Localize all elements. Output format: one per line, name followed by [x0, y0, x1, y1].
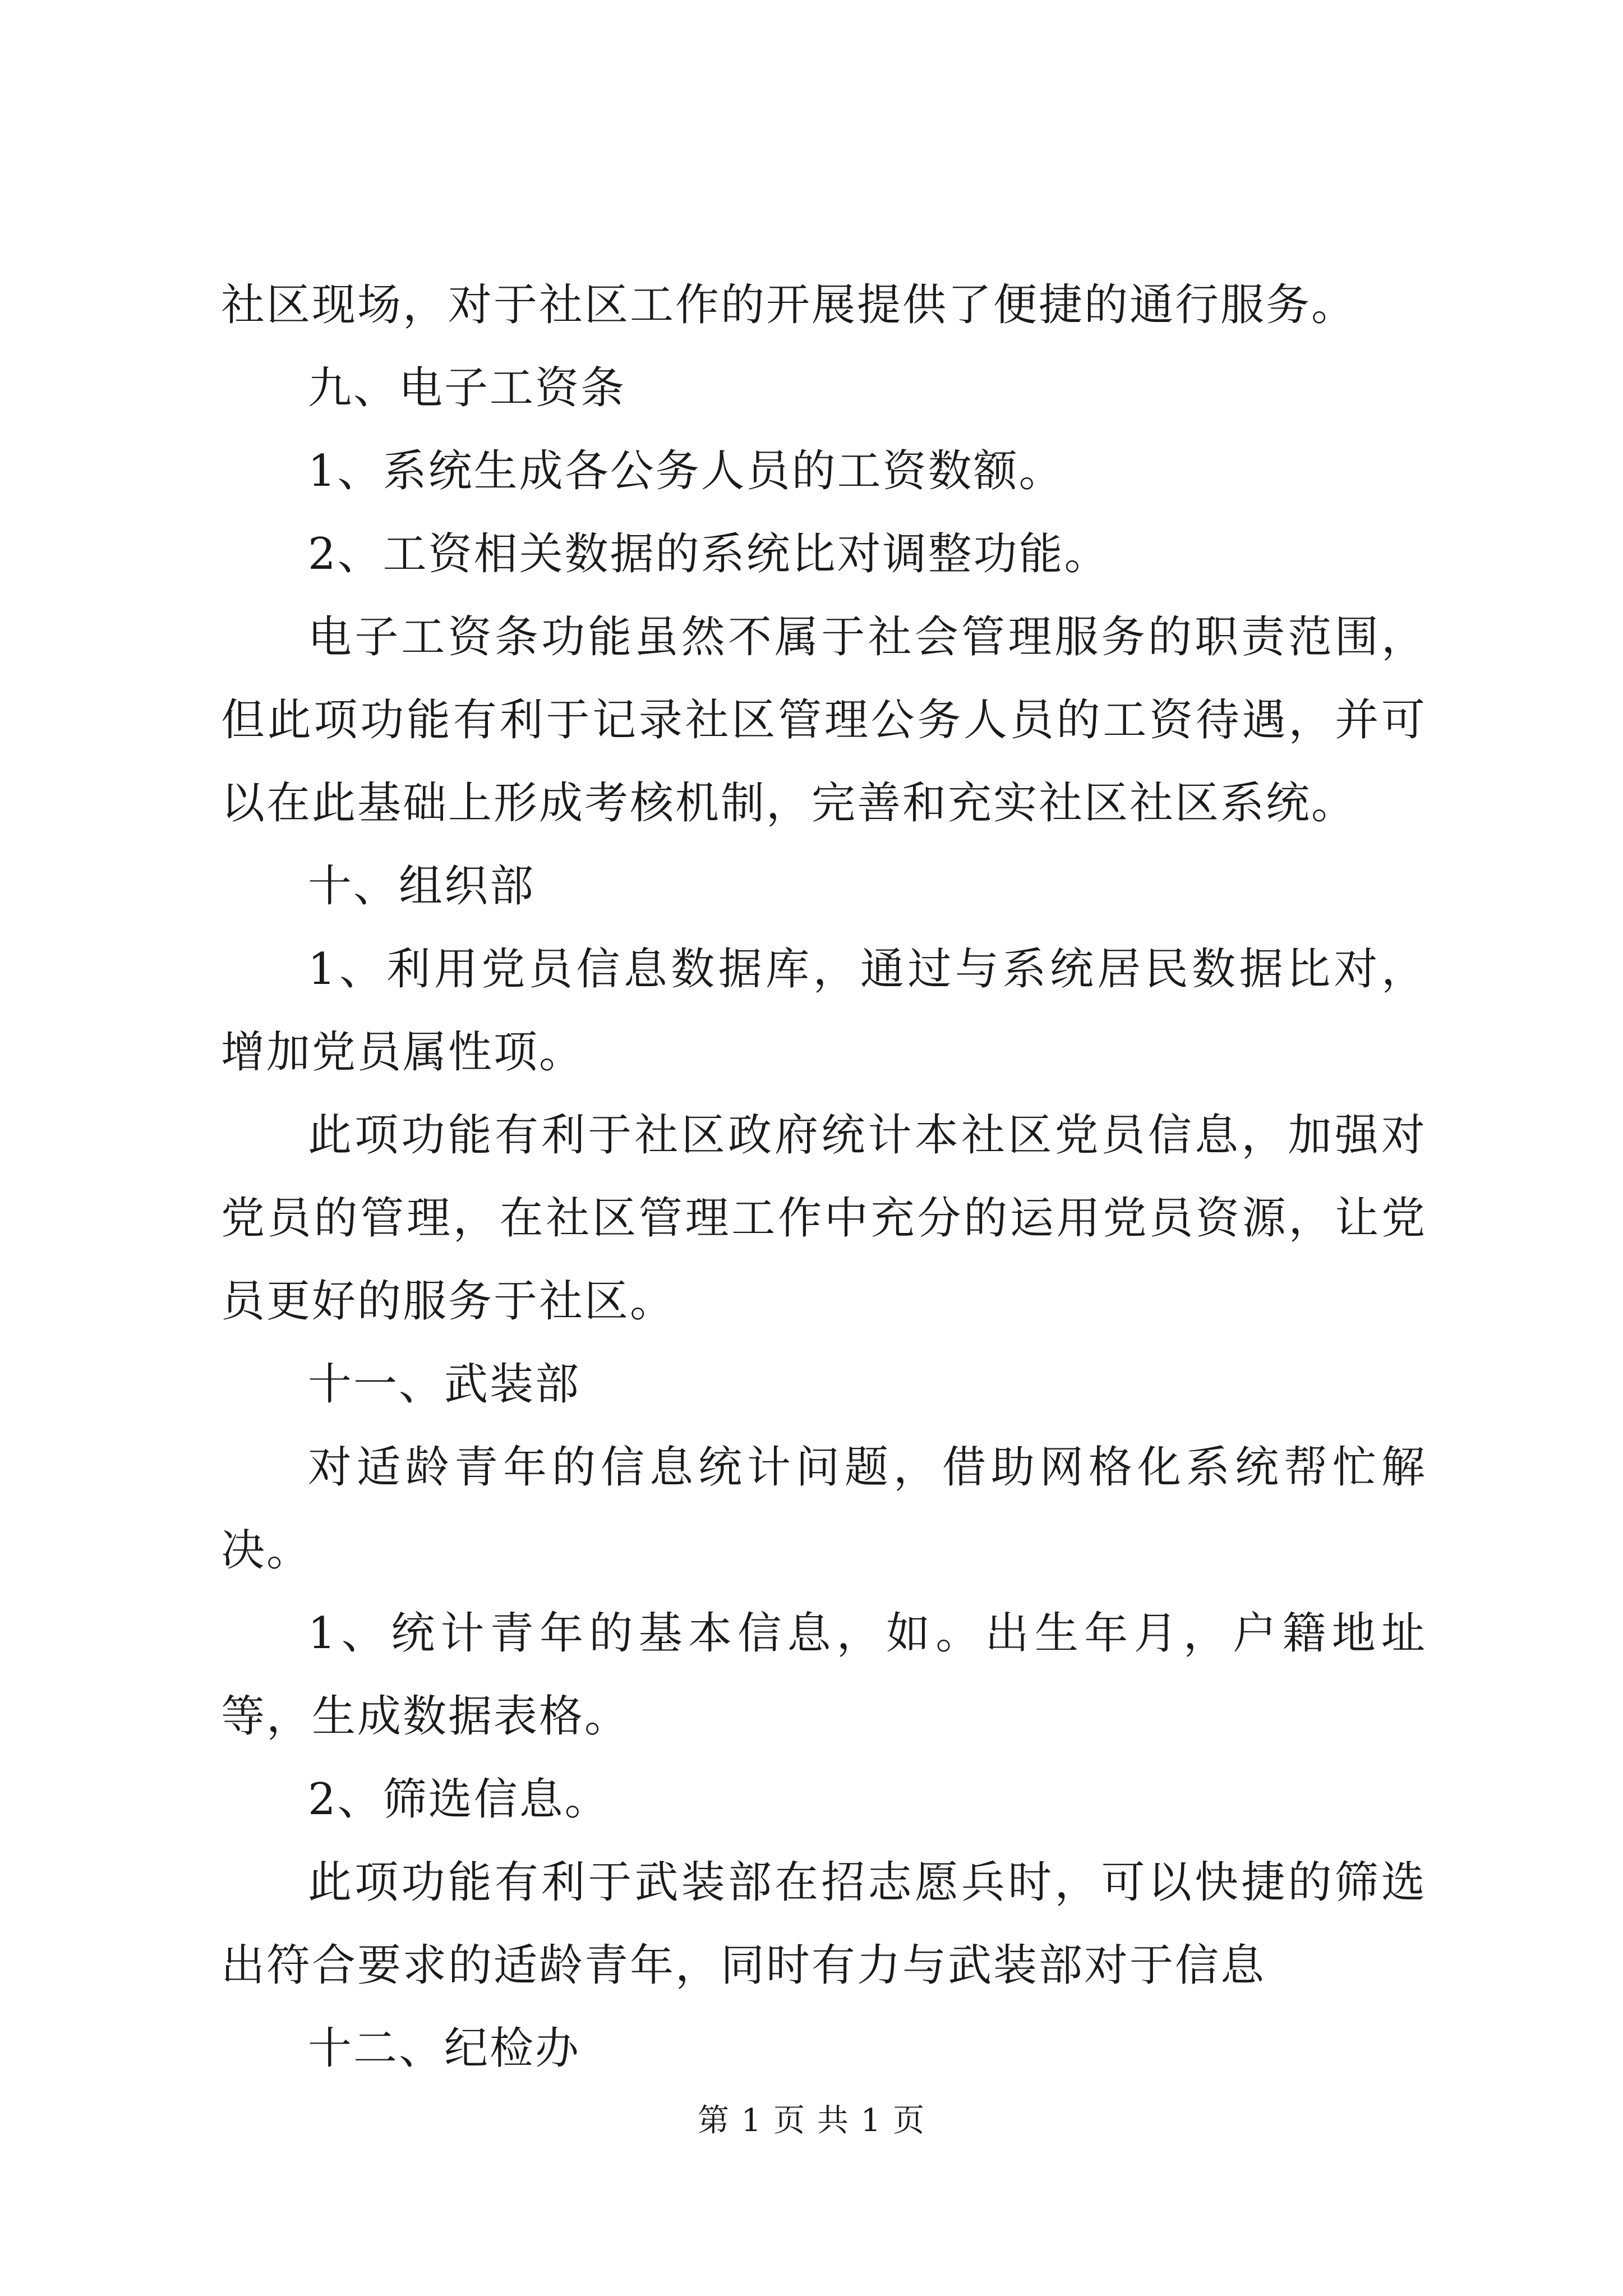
section-heading-11: 十一、武装部: [308, 1359, 581, 1410]
page-number-footer: 第 1 页 共 1 页: [697, 2102, 926, 2139]
section-heading-12: 十二、纪检办: [308, 2023, 581, 2074]
paragraph: 此项功能有利于社区政府统计本社区党员信息，加强对党员的管理，在社区管理工作中充分的运用党员资源，让党员更好的服务于社区。: [221, 1110, 1427, 1327]
section-heading-9: 九、电子工资条: [308, 363, 626, 413]
list-item: 2、工资相关数据的系统比对调整功能。: [308, 529, 1110, 579]
paragraph: 此项功能有利于武装部在招志愿兵时，可以快捷的筛选出符合要求的适龄青年，同时有力与武装部对于信息: [221, 1857, 1427, 1991]
list-item: 1、利用党员信息数据库，通过与系统居民数据比对，增加党员属性项。: [221, 944, 1427, 1078]
section-heading-10: 十、组织部: [308, 861, 536, 912]
list-item: 1、系统生成各公务人员的工资数额。: [308, 446, 1064, 496]
paragraph: 电子工资条功能虽然不属于社会管理服务的职责范围，但此项功能有利于记录社区管理公务人员的工资待遇，并可以在此基础上形成考核机制，完善和充实社区社区系统。: [221, 612, 1427, 829]
paragraph: 对适龄青年的信息统计问题，借助网格化系统帮忙解决。: [221, 1442, 1427, 1576]
list-item: 2、筛选信息。: [308, 1774, 610, 1825]
list-item: 1、统计青年的基本信息，如。出生年月，户籍地址等，生成数据表格。: [221, 1608, 1427, 1742]
paragraph-continuation: 社区现场，对于社区工作的开展提供了便捷的通行服务。: [221, 280, 1357, 330]
document-body: [221, 264, 1427, 2090]
